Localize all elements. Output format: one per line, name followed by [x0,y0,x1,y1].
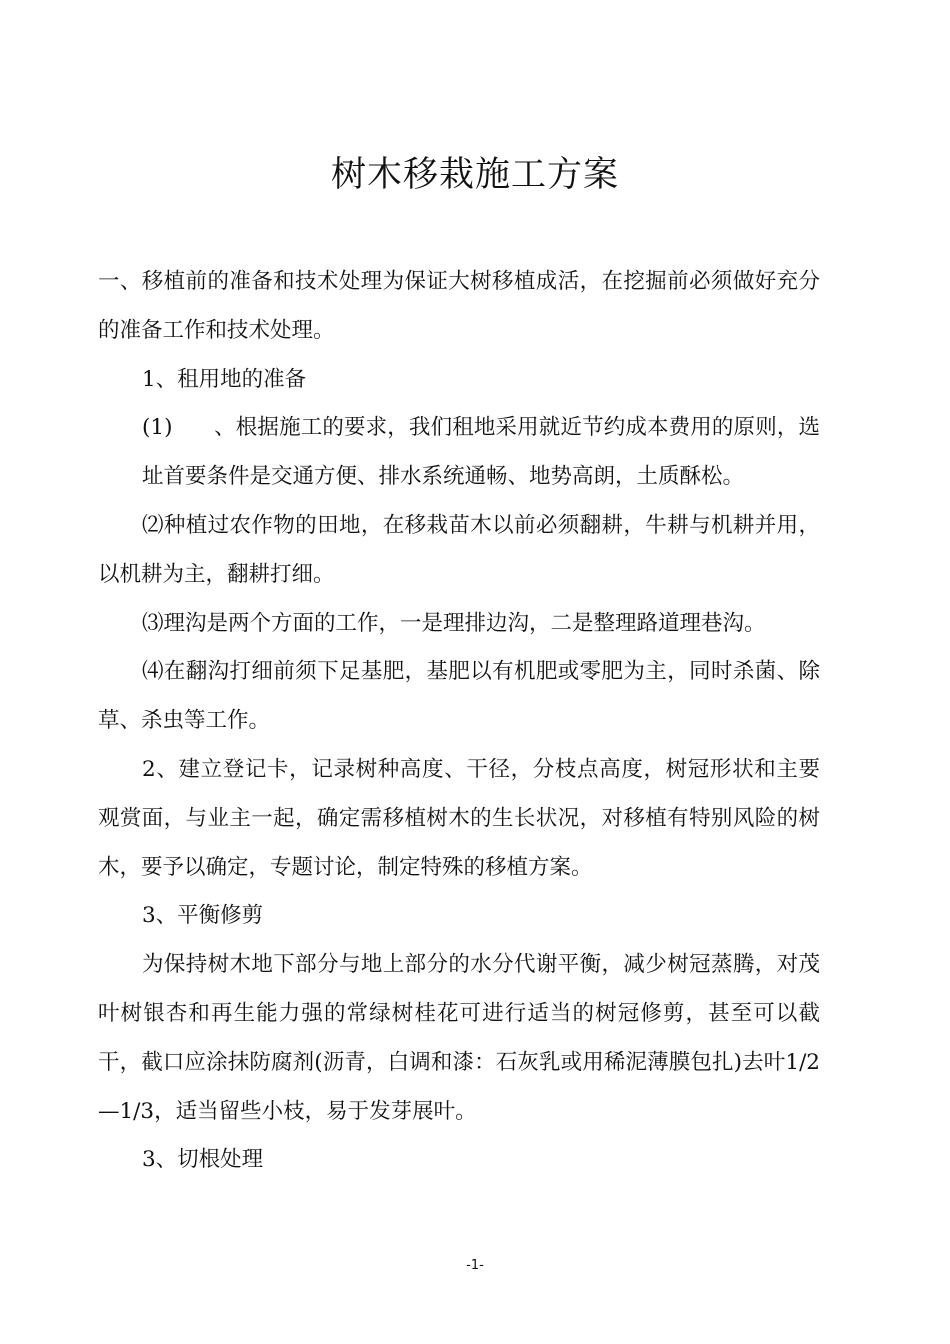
list-item-2: ⑵种植过农作物的田地，在移栽苗木以前必须翻耕，牛耕与机耕并用，以机耕为主，翻耕打细。 [98,512,820,587]
subsection-registration-card: 2、建立登记卡，记录树种高度、干径，分枝点高度，树冠形状和主要观赏面，与业主一起，确定需移植树木的生长状况，对移植有特别风险的树木，要予以确定，专题讨论，制定特殊的移植方案。 [98,756,820,880]
subsection-root-cutting: 3、切根处理 [142,1147,264,1173]
subsection-balanced-pruning: 3、平衡修剪 [142,903,264,929]
list-item-1-text: 、根据施工的要求，我们租地采用就近节约成本费用的原则，选址首要条件是交通方便、排水系统通畅、地势高朗，土质酥松。 [142,415,820,490]
section-heading-preparation: 一、移植前的准备和技术处理为保证大树移植成活，在挖掘前必须做好充分的准备工作和技术处理。 [98,269,820,343]
subsection-land-preparation: 1、租用地的准备 [142,366,307,392]
list-item-1 [98,404,820,502]
list-item-4: ⑷在翻沟打细前须下足基肥，基肥以有机肥或零肥为主，同时杀菌、除草、杀虫等工作。 [98,659,820,734]
document-title: 树木移栽施工方案 [330,155,619,195]
list-item-1-number: (1) [142,415,173,441]
list-item-3: ⑶理沟是两个方面的工作，一是理排边沟，二是整理路道理巷沟。 [142,610,766,636]
page-number: -1- [466,1258,484,1273]
document-body [98,258,820,1185]
pruning-paragraph: 为保持树木地下部分与地上部分的水分代谢平衡，减少树冠蒸腾，对茂叶树银杏和再生能力强的常绿树桂花可进行适当的树冠修剪，甚至可以截干，截口应涂抹防腐剂(沥青，白调和漆：石灰乳或用稀泥薄膜包扎)去叶1/2—1/3，适当留些小枝，易于发芽展叶。 [98,952,820,1124]
